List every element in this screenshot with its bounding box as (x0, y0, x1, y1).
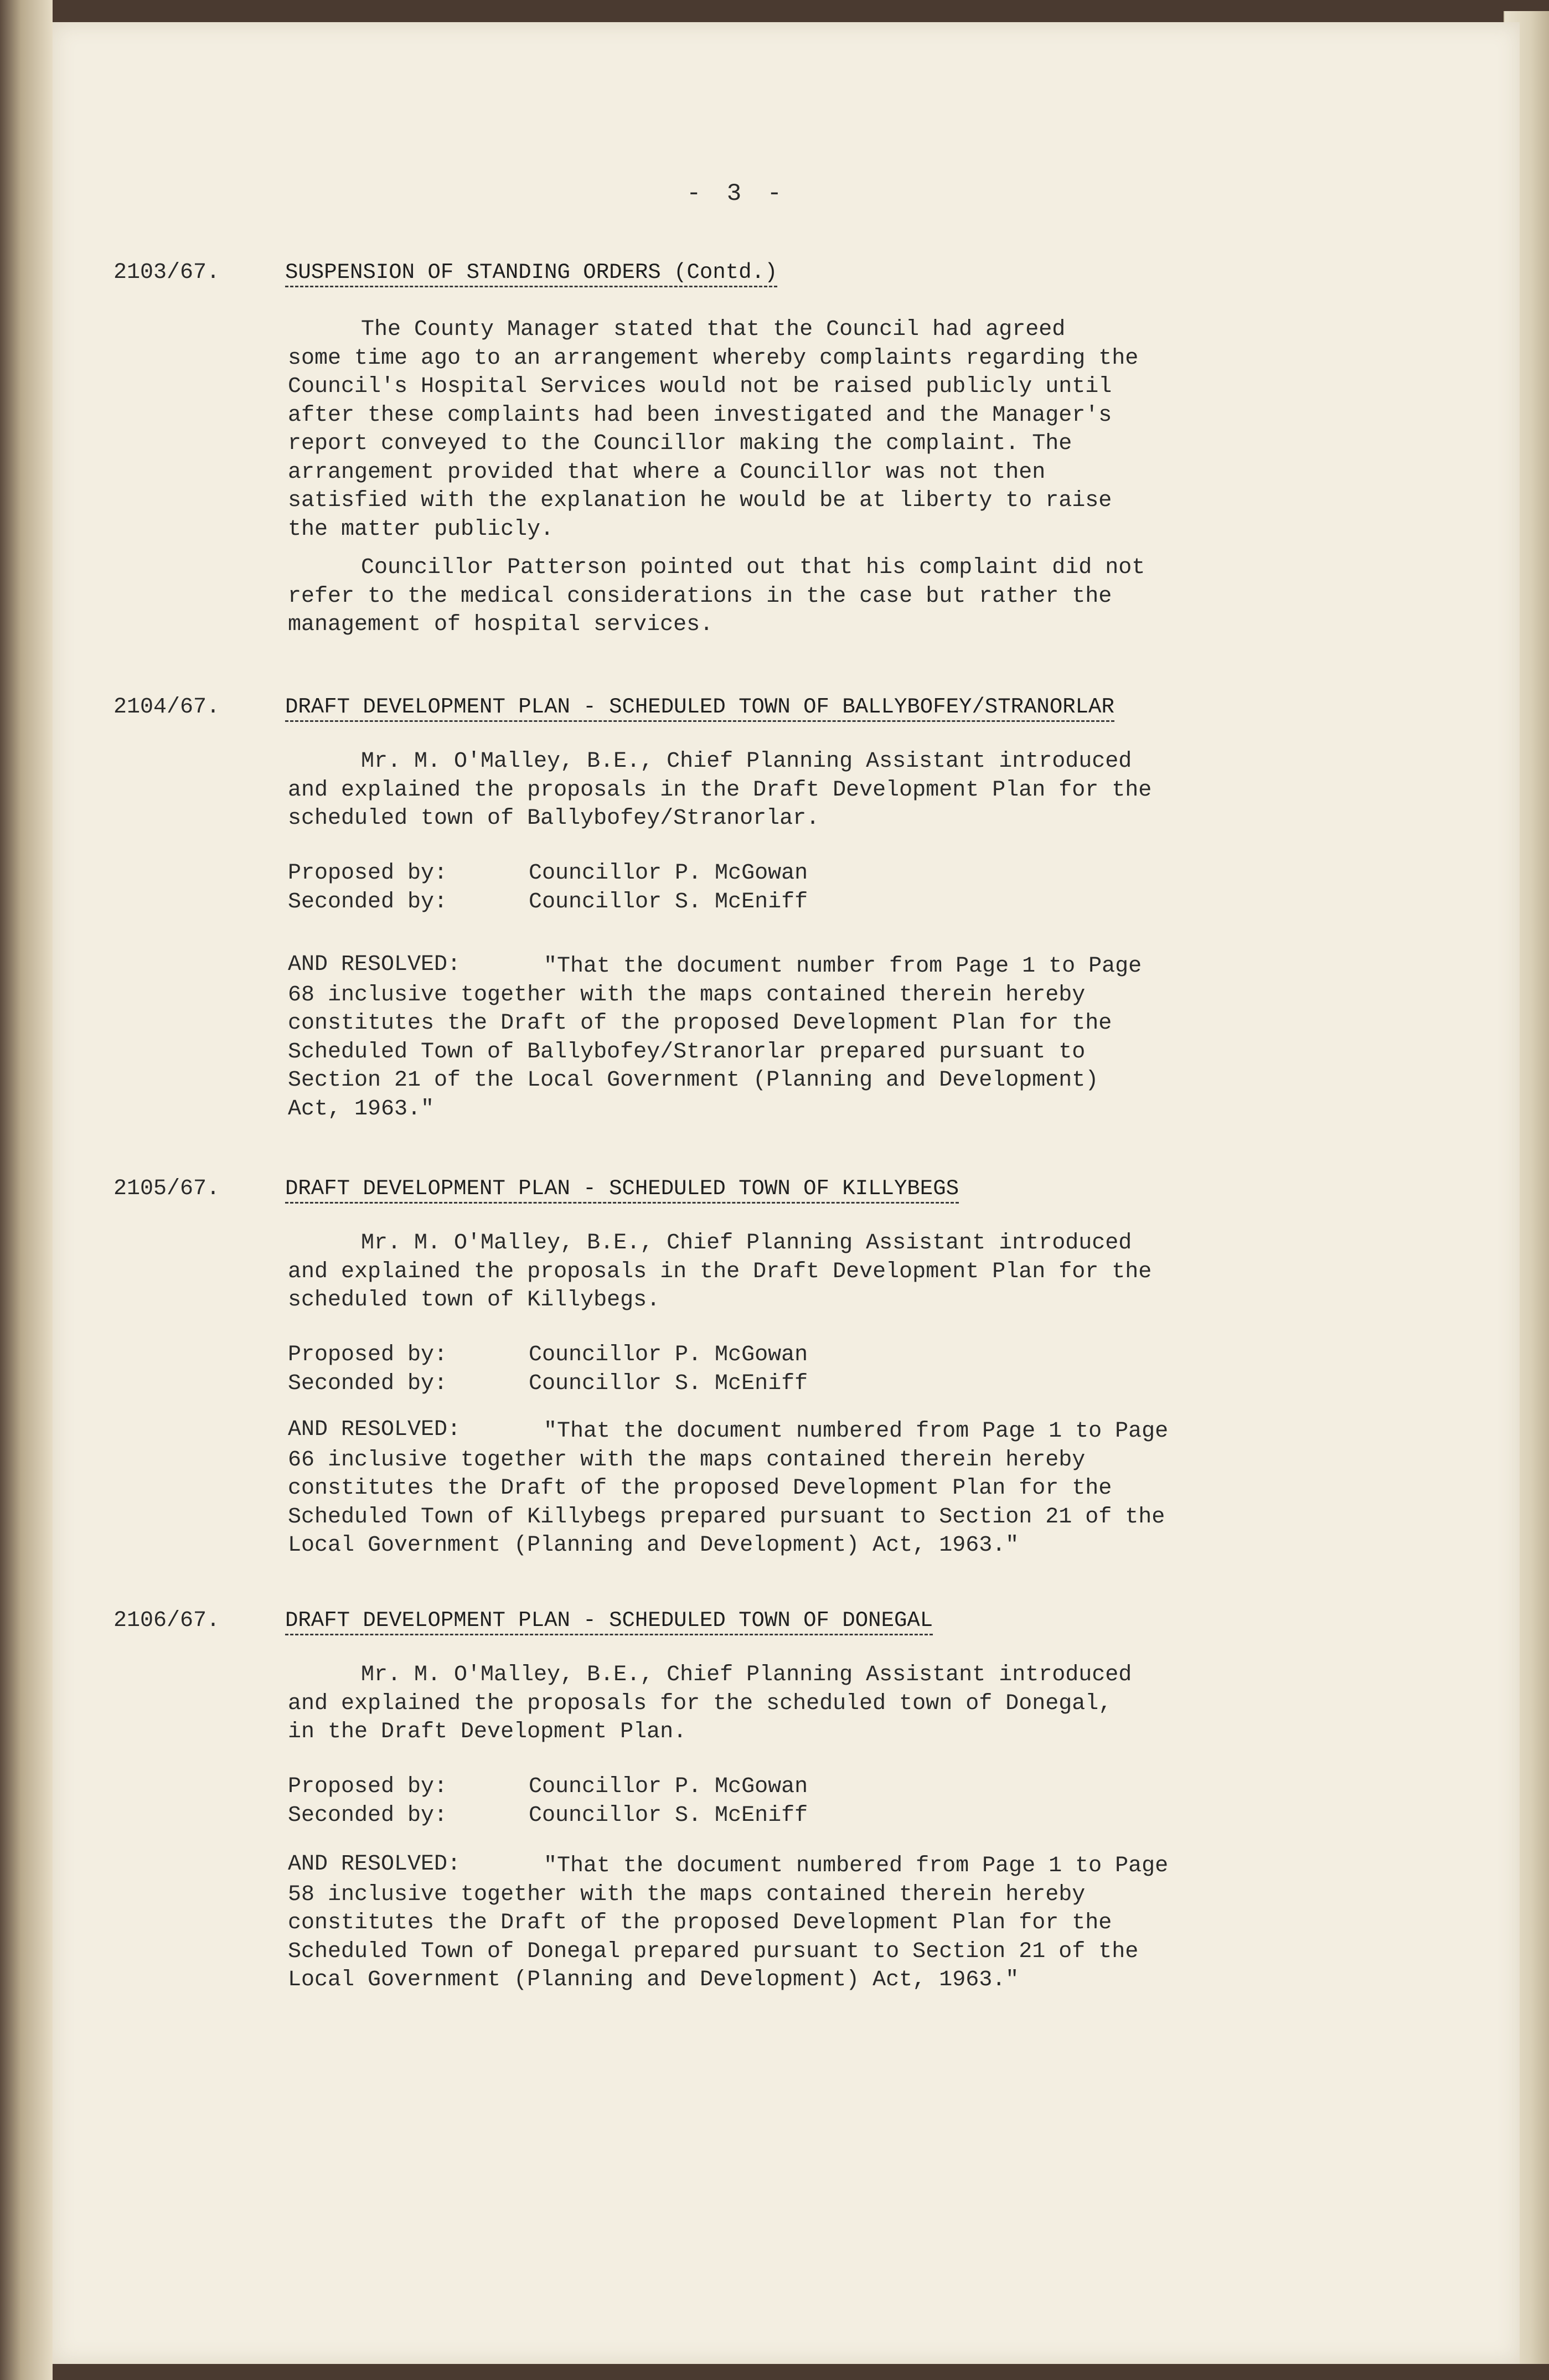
resolution-text: "That the document numbered from Page 1 to Page 58 inclusive together with the maps contained therein hereby constitutes the Draft of the proposed Development Plan for the Scheduled Town of Donegal prepared pursuant to Section 21 of the Local Government (Planning and Development) Act, 1963." (288, 1854, 1169, 1992)
seconded-by: Councillor S. McEniff (529, 1371, 808, 1396)
page-number: - 3 - (686, 180, 788, 208)
resolved-label: AND RESOLVED: (288, 1417, 461, 1442)
resolved-label: AND RESOLVED: (288, 952, 461, 977)
resolution-text: "That the document number from Page 1 to Page 68 inclusive together with the maps contained therein hereby constitutes the Draft of the proposed Development Plan for the Scheduled Town of Ballybofey/Stranorlar prepared pursuant to Section 21 of the Local Government (Planning and Development) Act, 1963." (288, 954, 1142, 1122)
proposed-label: Proposed by: (288, 1343, 448, 1367)
seconded-label: Seconded by: (288, 890, 448, 915)
proposed-row (288, 1774, 808, 1799)
paragraph: The County Manager stated that the Council had agreed some time ago to an arrangement whereby complaints regarding the Council's Hospital Services would not be raised publicly until after these complaints had been investigated and the Manager's report conveyed to the Councillor making the complaint. The arrangement provided that where a Councillor was not then satisfied with the explanation he would be at liberty to raise the matter publicly. (288, 317, 1139, 542)
resolution-text: "That the document numbered from Page 1 to Page 66 inclusive together with the maps contained therein hereby constitutes the Draft of the proposed Development Plan for the Scheduled Town of Killybegs prepared pursuant to Section 21 of the Local Government (Planning and Development) Act, 1963." (288, 1419, 1169, 1558)
paragraph: Councillor Patterson pointed out that his complaint did not refer to the medical considerations in the case but rather the management of hospital services. (288, 555, 1145, 637)
proposed-label: Proposed by: (288, 1774, 448, 1799)
minute-heading: DRAFT DEVELOPMENT PLAN - SCHEDULED TOWN OF DONEGAL (285, 1608, 933, 1635)
seconded-label: Seconded by: (288, 1371, 448, 1396)
intro-paragraph: Mr. M. O'Malley, B.E., Chief Planning Assistant introduced and explained the proposals in the Draft Development Plan for the scheduled town of Ballybofey/Stranorlar. (288, 749, 1152, 831)
document-page (53, 22, 1520, 2364)
minute-heading: SUSPENSION OF STANDING ORDERS (Contd.) (285, 260, 777, 287)
minute-number: 2106/67. (113, 1608, 220, 1633)
resolved-label: AND RESOLVED: (288, 1852, 461, 1877)
book-spine (0, 0, 53, 2380)
seconded-row (288, 1803, 808, 1828)
proposed-by: Councillor P. McGowan (529, 861, 808, 886)
minute-number: 2105/67. (113, 1176, 220, 1201)
proposed-by: Councillor P. McGowan (529, 1774, 808, 1799)
seconded-by: Councillor S. McEniff (529, 1803, 808, 1828)
minute-number: 2103/67. (113, 260, 220, 285)
seconded-label: Seconded by: (288, 1803, 448, 1828)
intro-paragraph: Mr. M. O'Malley, B.E., Chief Planning Assistant introduced and explained the proposals in the Draft Development Plan for the scheduled town of Killybegs. (288, 1231, 1152, 1313)
seconded-row (288, 890, 808, 915)
minute-number: 2104/67. (113, 695, 220, 720)
minute-heading: DRAFT DEVELOPMENT PLAN - SCHEDULED TOWN OF KILLYBEGS (285, 1176, 959, 1204)
proposed-label: Proposed by: (288, 861, 448, 886)
proposed-by: Councillor P. McGowan (529, 1343, 808, 1367)
proposed-row (288, 1343, 808, 1367)
seconded-row (288, 1371, 808, 1396)
proposed-row (288, 861, 808, 886)
intro-paragraph: Mr. M. O'Malley, B.E., Chief Planning Assistant introduced and explained the proposals for the scheduled town of Donegal, in the Draft Development Plan. (288, 1663, 1132, 1744)
minute-heading: DRAFT DEVELOPMENT PLAN - SCHEDULED TOWN OF BALLYBOFEY/STRANORLAR (285, 695, 1114, 722)
seconded-by: Councillor S. McEniff (529, 890, 808, 915)
